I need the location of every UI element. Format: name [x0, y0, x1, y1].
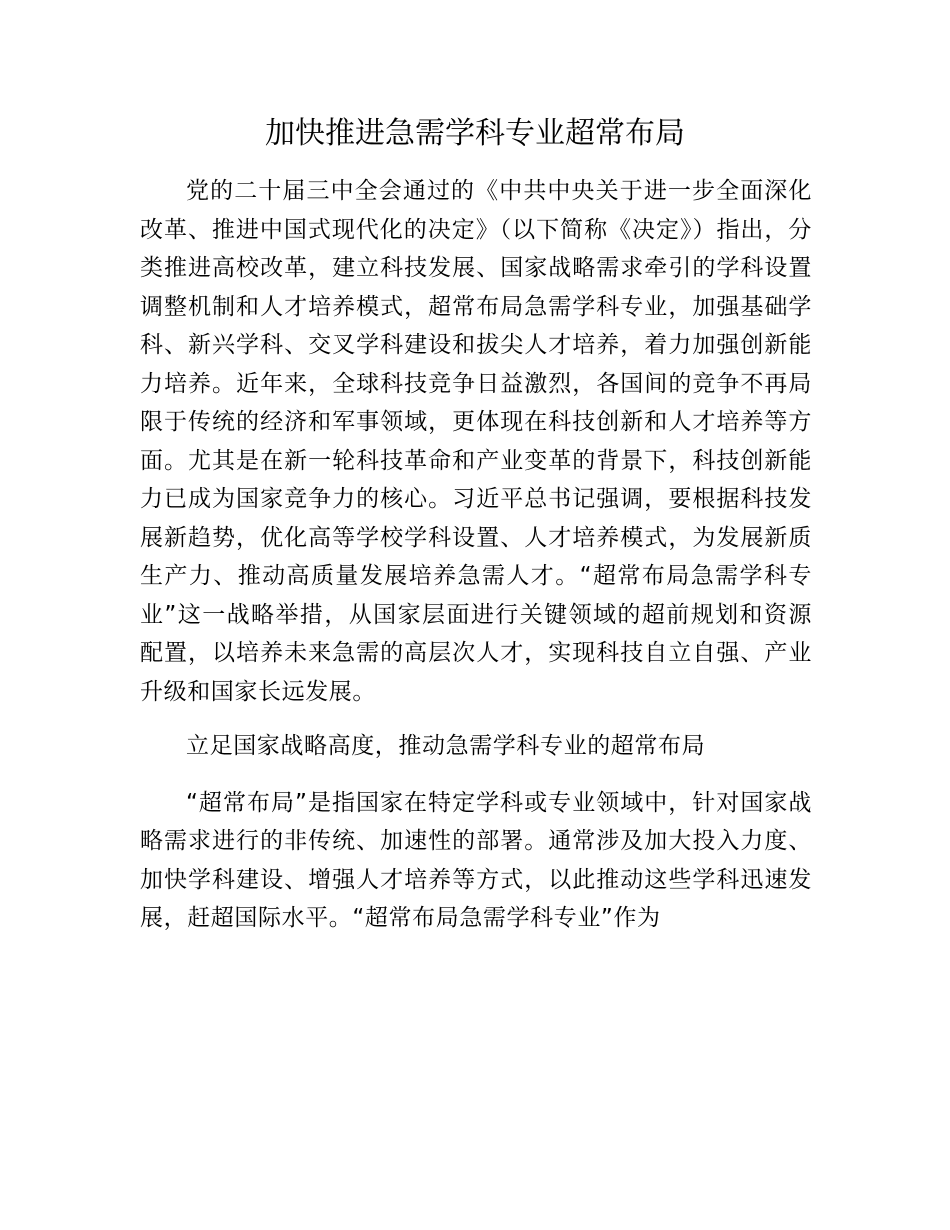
document-body [140, 172, 812, 938]
section-heading: 立足国家战略高度，推动急需学科专业的超常布局 [186, 733, 706, 759]
document-title: 加快推进急需学科专业超常布局 [265, 116, 685, 151]
intro-paragraph: 党的二十届三中全会通过的《中共中央关于进一步全面深化改革、推进中国式现代化的决定》（以下简称《决定》）指出，分类推进高校改革，建立科技发展、国家战略需求牵引的学科设置调整机制和人才培养模式，超常布局急需学科专业，加强基础学科、新兴学科、交叉学科建设和拔尖人才培养，着力加强创新能力培养。近年来，全球科技竞争日益激烈，各国间的竞争不再局限于传统的经济和军事领域，更体现在科技创新和人才培养等方面。尤其是在新一轮科技革命和产业变革的背景下，科技创新能力已成为国家竞争力的核心。习近平总书记强调，要根据科技发展新趋势，优化高等学校学科设置、人才培养模式，为发展新质生产力、推动高质量发展培养急需人才。“超常布局急需学科专业”这一战略举措，从国家层面进行关键领域的超前规划和资源配置，以培养未来急需的高层次人才，实现科技自立自强、产业升级和国家长远发展。 [140, 178, 812, 705]
section-paragraph: “超常布局”是指国家在特定学科或专业领域中，针对国家战略需求进行的非传统、加速性的部署。通常涉及加大投入力度、加快学科建设、增强人才培养等方式，以此推动这些学科迅速发展，赶超国际水平。“超常布局急需学科专业”作为 [140, 789, 812, 931]
